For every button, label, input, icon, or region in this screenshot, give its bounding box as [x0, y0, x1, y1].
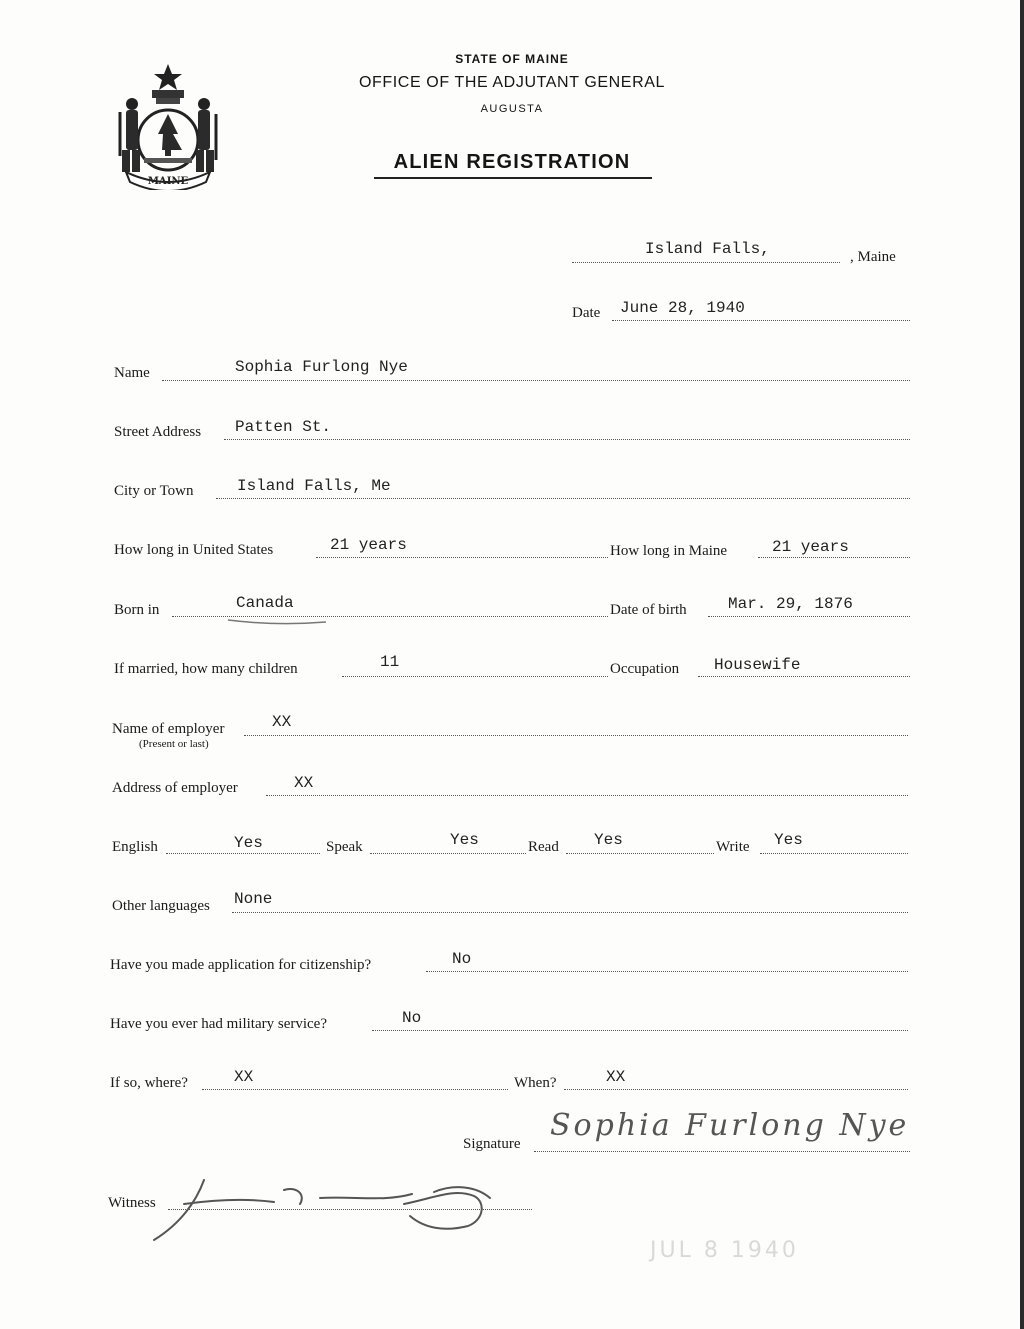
military-label: Have you ever had military service? [110, 1016, 327, 1032]
citizenship-label: Have you made application for citizenship? [110, 957, 372, 973]
occupation-value: Housewife [714, 656, 801, 674]
place-value: Island Falls, [645, 240, 770, 258]
where-value: XX [234, 1068, 254, 1086]
years-maine-value: 21 years [772, 538, 849, 556]
other-languages-value: None [234, 890, 273, 908]
born-underline-mark [226, 616, 336, 630]
children-label: If married, how many children [114, 661, 298, 677]
svg-text:MAINE: MAINE [147, 176, 189, 187]
where-label: If so, where? [110, 1075, 188, 1091]
page-edge [1020, 0, 1024, 1329]
years-us-line [316, 557, 608, 558]
name-line [162, 380, 910, 381]
other-languages-label: Other languages [112, 898, 210, 914]
english-line [166, 853, 320, 854]
years-maine-line [758, 557, 910, 558]
place-line [572, 262, 840, 263]
english-label: English [112, 839, 158, 855]
military-value: No [402, 1009, 422, 1027]
signature-line [534, 1151, 910, 1152]
when-line [564, 1089, 908, 1090]
applicant-signature: Sophia Furlong Nye [550, 1108, 910, 1143]
employer-address-line [266, 795, 908, 796]
write-line [760, 853, 908, 854]
born-value: Canada [236, 594, 294, 612]
citizenship-value: No [452, 950, 472, 968]
date-line [612, 320, 910, 321]
place-suffix: , Maine [850, 249, 896, 265]
years-us-label: How long in United States [114, 542, 274, 558]
military-line [372, 1030, 908, 1031]
street-line [224, 439, 910, 440]
received-stamp: JUL 8 1940 [650, 1238, 799, 1263]
employer-label: Name of employer [112, 721, 225, 737]
dob-label: Date of birth [610, 602, 687, 618]
read-label: Read [528, 839, 559, 855]
years-us-value: 21 years [330, 536, 407, 554]
header-city: AUGUSTA [480, 103, 544, 115]
witness-signature-mark [134, 1168, 514, 1252]
children-value: 11 [380, 653, 400, 671]
where-line [202, 1089, 508, 1090]
city-label: City or Town [114, 483, 194, 499]
speak-value: Yes [450, 831, 479, 849]
dob-line [708, 616, 910, 617]
years-maine-label: How long in Maine [610, 543, 728, 559]
citizenship-line [426, 971, 908, 972]
when-value: XX [606, 1068, 626, 1086]
when-label: When? [514, 1075, 557, 1091]
employer-address-value: XX [294, 774, 314, 792]
born-label: Born in [114, 602, 160, 618]
city-line [216, 498, 910, 499]
read-value: Yes [594, 831, 623, 849]
speak-label: Speak [326, 839, 363, 855]
employer-value: XX [272, 713, 292, 731]
children-line [342, 676, 608, 677]
employer-line [244, 735, 908, 736]
date-label: Date [572, 305, 601, 321]
employer-sublabel: (Present or last) [139, 738, 209, 750]
header-office: OFFICE OF THE ADJUTANT GENERAL [358, 74, 666, 91]
read-line [566, 853, 714, 854]
street-label: Street Address [114, 424, 202, 440]
street-value: Patten St. [235, 418, 332, 436]
name-label: Name [114, 365, 150, 381]
form-title: ALIEN REGISTRATION [393, 151, 631, 173]
name-value: Sophia Furlong Nye [235, 358, 408, 376]
other-languages-line [232, 912, 908, 913]
occupation-line [698, 676, 910, 677]
city-value: Island Falls, Me [237, 477, 391, 495]
title-underline [374, 177, 652, 179]
write-value: Yes [774, 831, 803, 849]
date-value: June 28, 1940 [620, 299, 745, 317]
witness-label: Witness [108, 1195, 156, 1211]
dob-value: Mar. 29, 1876 [728, 595, 853, 613]
speak-line [370, 853, 526, 854]
write-label: Write [716, 839, 750, 855]
header-state: STATE OF MAINE [455, 52, 569, 66]
occupation-label: Occupation [610, 661, 680, 677]
english-value: Yes [234, 834, 263, 852]
employer-address-label: Address of employer [112, 780, 238, 796]
signature-label: Signature [463, 1136, 521, 1152]
